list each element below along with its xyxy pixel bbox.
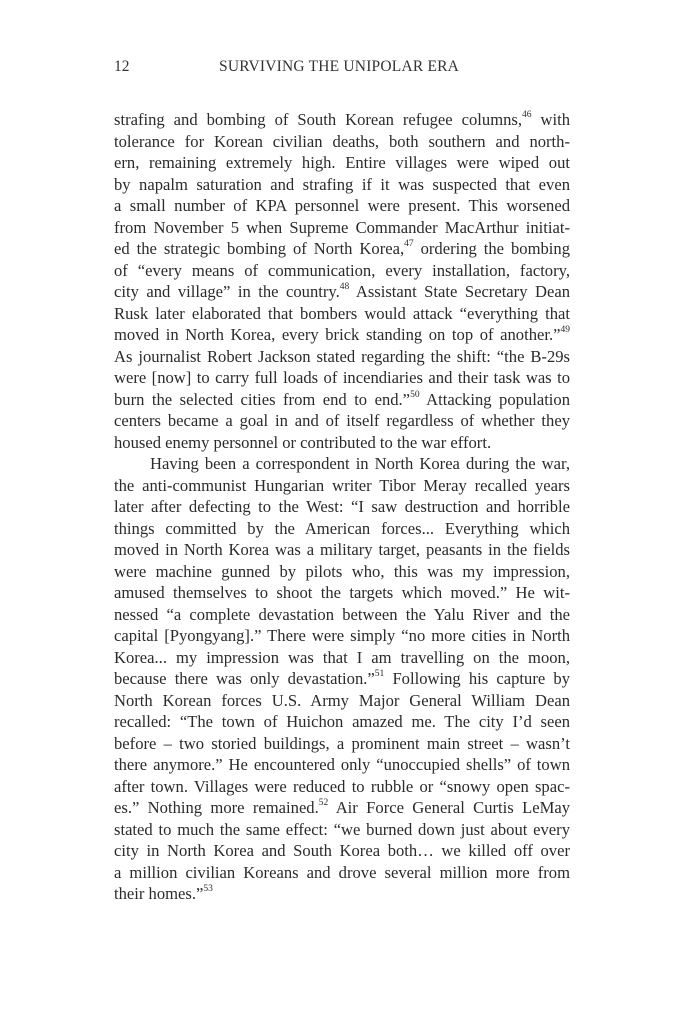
text-line (114, 733, 570, 755)
footnote-ref: 51 (374, 669, 385, 680)
line-text: tolerance for Korean civilian deaths, both southern and north- (114, 131, 570, 151)
line-text: North Korean forces U.S. Army Major General William Dean (114, 690, 570, 710)
text-line (114, 324, 570, 346)
text-line (114, 862, 570, 884)
text-line (114, 754, 570, 776)
line-text: with (531, 110, 570, 129)
line-text: their homes.” (114, 884, 204, 903)
text-line (114, 711, 570, 733)
text-line (114, 496, 570, 518)
line-text: things committed by the American forces... Everything which (114, 518, 570, 538)
text-line (114, 797, 570, 819)
text-line (114, 346, 570, 368)
line-text: Having been a correspondent in North Korea during the war, (150, 454, 570, 473)
line-text: amused themselves to shoot the targets which moved.” He wit- (114, 583, 570, 602)
text-line (114, 647, 570, 669)
line-text: recalled: “The town of Huichon amazed me. The city I’d seen (114, 712, 570, 731)
line-text: were [now] to carry full loads of incendiaries and their task was to (114, 368, 570, 387)
text-line (114, 109, 570, 131)
line-text: ordering the bombing (413, 239, 570, 258)
line-text: Following his capture by (384, 669, 570, 688)
footnote-ref: 47 (404, 239, 414, 250)
line-text: Assistant State Secretary Dean (349, 282, 570, 301)
text-line (114, 303, 570, 325)
text-line (114, 690, 570, 712)
text-line (114, 367, 570, 389)
paragraph (114, 453, 570, 905)
line-text: because there was only devastation.” (114, 669, 375, 688)
page-header (114, 58, 570, 80)
text-line (114, 604, 570, 626)
footnote-ref: 53 (203, 884, 213, 895)
text-line (114, 539, 570, 561)
line-text: moved in North Korea was a military target, peasants in the fields (114, 540, 570, 559)
text-line (114, 152, 570, 174)
line-text: by napalm saturation and strafing if it was suspected that even (114, 174, 570, 194)
text-line (114, 840, 570, 862)
line-text: before – two storied buildings, a prominent main street – wasn’t (114, 733, 570, 753)
line-text: housed enemy personnel or contributed to the war effort. (114, 432, 492, 452)
text-line (114, 453, 570, 475)
line-text: strafing and bombing of South Korean refugee columns, (114, 110, 523, 129)
line-text: later after defecting to the West: “I saw destruction and horrible (114, 497, 570, 516)
text-line (114, 217, 570, 239)
line-text: centers became a goal in and of itself regardless of whether they (114, 411, 570, 430)
running-head: SURVIVING THE UNIPOLAR ERA (219, 58, 460, 75)
text-line (114, 432, 570, 454)
line-text: capital [Pyongyang].” There were simply “no more cities in North (114, 626, 570, 645)
footnote-ref: 46 (522, 110, 532, 121)
text-line (114, 475, 570, 497)
text-line (114, 582, 570, 604)
paragraph (114, 109, 570, 453)
line-text: a small number of KPA personnel were present. This worsened (114, 196, 570, 215)
line-text: from November 5 when Supreme Commander MacArthur initiat- (114, 217, 570, 237)
footnote-ref: 50 (410, 389, 420, 400)
footnote-ref: 48 (339, 282, 350, 293)
text-line (114, 819, 570, 841)
line-text: stated to much the same effect: “we burned down just about every (114, 819, 570, 839)
line-text: city and village” in the country. (114, 282, 340, 301)
line-text: there anymore.” He encountered only “unoccupied shells” of town (114, 755, 570, 774)
line-text: Attacking population (419, 389, 571, 409)
text-line (114, 776, 570, 798)
line-text: a million civilian Koreans and drove several million more from (114, 862, 570, 882)
text-line (114, 883, 570, 905)
line-text: city in North Korea and South Korea both… we killed off over (114, 841, 570, 860)
page-number: 12 (114, 58, 130, 75)
line-text: As journalist Robert Jackson stated regarding the shift: “the B-29s (114, 346, 570, 366)
text-line (114, 625, 570, 647)
line-text: moved in North Korea, every brick standing on top of another.” (114, 325, 561, 344)
footnote-ref: 49 (560, 325, 570, 336)
line-text: Air Force General Curtis LeMay (328, 798, 570, 817)
text-line (114, 238, 570, 260)
text-line (114, 260, 570, 282)
text-line (114, 131, 570, 153)
line-text: the anti-communist Hungarian writer Tibor Meray recalled years (114, 475, 570, 495)
text-line (114, 410, 570, 432)
line-text: ed the strategic bombing of North Korea, (114, 239, 405, 258)
footnote-ref: 52 (318, 798, 329, 809)
body-text (114, 109, 570, 905)
text-line (114, 561, 570, 583)
line-text: es.” Nothing more remained. (114, 798, 319, 817)
line-text: ern, remaining extremely high. Entire villages were wiped out (114, 153, 570, 172)
line-text: of “every means of communication, every installation, factory, (114, 260, 570, 280)
text-line (114, 668, 570, 690)
text-line (114, 518, 570, 540)
line-text: after town. Villages were reduced to rubble or “snowy open spac- (114, 776, 570, 796)
text-line (114, 195, 570, 217)
line-text: nessed “a complete devastation between the Yalu River and the (114, 604, 570, 624)
line-text: were machine gunned by pilots who, this was my impression, (114, 561, 570, 581)
text-line (114, 389, 570, 411)
line-text: Rusk later elaborated that bombers would attack “everything that (114, 303, 570, 323)
text-line (114, 281, 570, 303)
text-line (114, 174, 570, 196)
line-text: Korea... my impression was that I am travelling on the moon, (114, 647, 570, 667)
line-text: burn the selected cities from end to end.” (114, 389, 411, 409)
